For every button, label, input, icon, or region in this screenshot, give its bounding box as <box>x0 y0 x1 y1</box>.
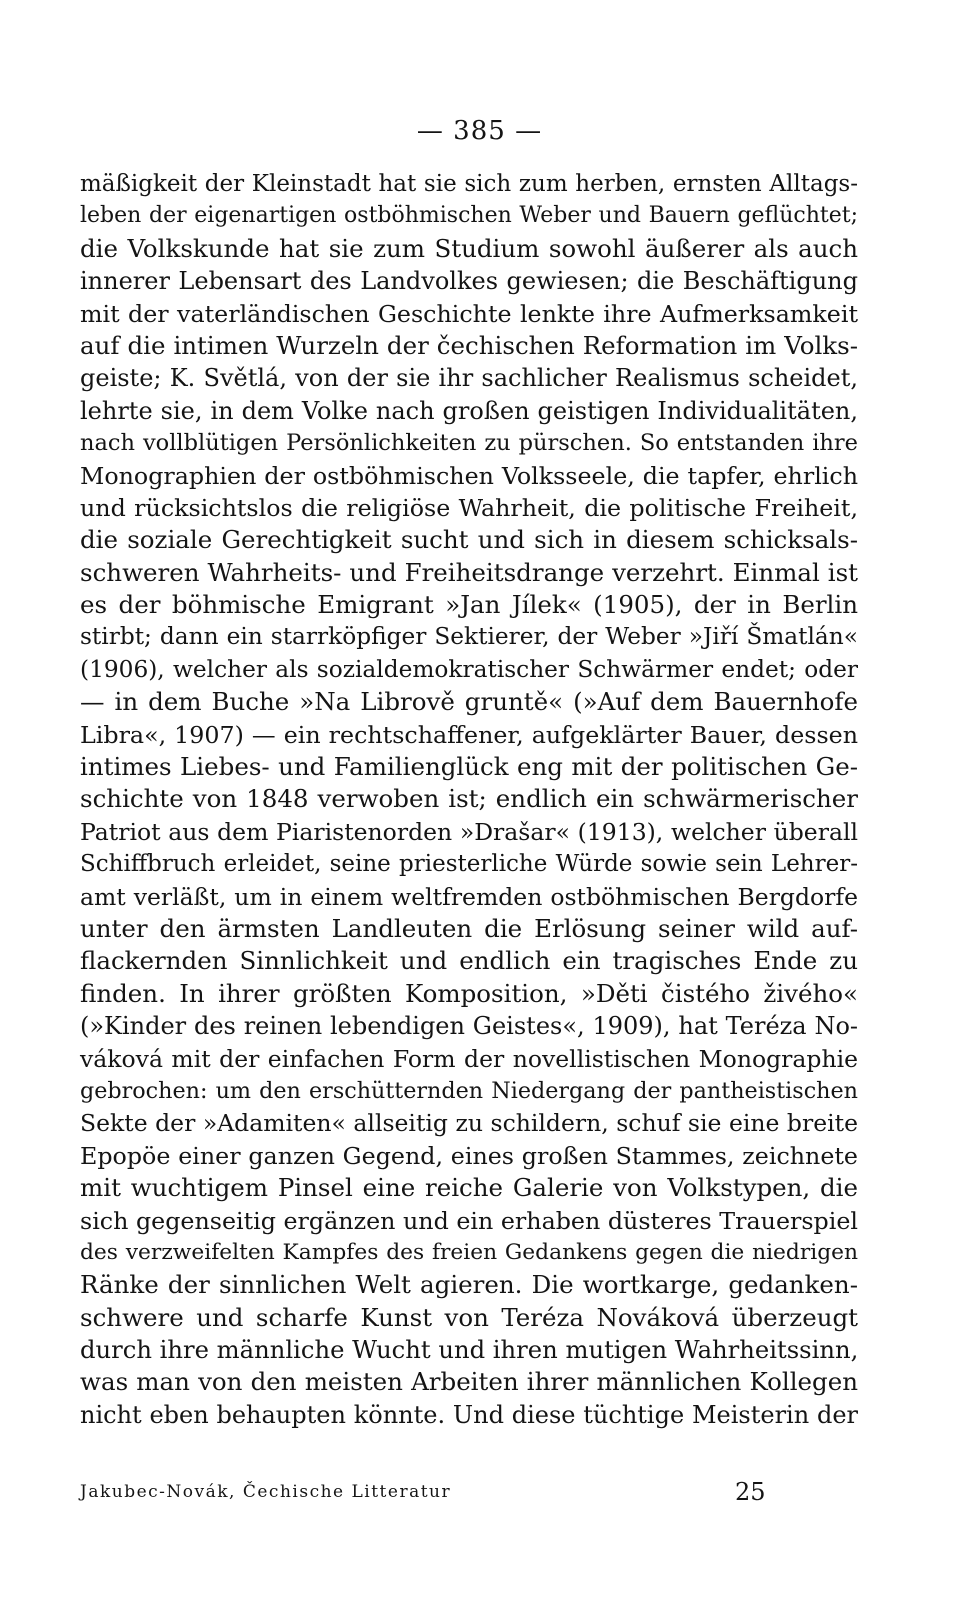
text-line: und rücksichtslos die religiöse Wahrheit, die politische Freiheit, <box>80 493 858 522</box>
text-line: schweren Wahrheits- und Freiheitsdrange verzehrt. Einmal ist <box>80 557 858 587</box>
footer-signature-mark: 25 <box>735 1478 766 1506</box>
text-line: Schiffbruch erleidet, seine priesterliche Würde sowie sein Lehrer- <box>80 851 858 878</box>
text-line: Monographien der ostböhmischen Volksseele, die tapfer, ehrlich <box>80 461 858 490</box>
text-line: váková mit der einfachen Form der novellistischen Monographie <box>80 1044 858 1073</box>
text-line: stirbt; dann ein starrköpfiger Sektierer, der Weber »Jiří Šmatlán« <box>80 623 858 651</box>
text-line: geiste; K. Světlá, von der sie ihr sachlicher Realismus scheidet, <box>80 364 858 393</box>
text-line: Libra«, 1907) — ein rechtschaffener, aufgeklärter Bauer, dessen <box>80 720 858 749</box>
text-line: — in dem Buche »Na Librově gruntě« (»Auf dem Bauernhofe <box>80 687 858 717</box>
page-footer <box>80 1478 780 1508</box>
text-line: sich gegenseitig ergänzen und ein erhaben düsteres Trauerspiel <box>80 1206 858 1235</box>
text-line: die soziale Gerechtigkeit sucht und sich in diesem schicksals- <box>80 525 858 555</box>
text-line: durch ihre männliche Wucht und ihren mutigen Wahrheitssinn, <box>80 1335 859 1365</box>
text-line: nicht eben behaupten könnte. Und diese tüchtige Meisterin der <box>80 1400 858 1429</box>
text-line: auf die intimen Wurzeln der čechischen Reformation im Volks- <box>80 330 858 360</box>
text-line: Ränke der sinnlichen Welt agieren. Die wortkarge, gedanken- <box>80 1270 858 1300</box>
body-text <box>80 168 858 1431</box>
text-line: nach vollblütigen Persönlichkeiten zu pürschen. So entstanden ihre <box>80 430 858 457</box>
text-line: flackernden Sinnlichkeit und endlich ein tragisches Ende zu <box>80 946 858 976</box>
text-line: Sekte der »Adamiten« allseitig zu schildern, schuf sie eine breite <box>80 1109 858 1138</box>
text-line: schwere und scharfe Kunst von Teréza Nováková überzeugt <box>80 1302 858 1332</box>
text-line: mäßigkeit der Kleinstadt hat sie sich zum herben, ernsten Alltags- <box>80 171 858 197</box>
text-line: was man von den meisten Arbeiten ihrer männlichen Kollegen <box>80 1367 858 1397</box>
text-line: mit der vaterländischen Geschichte lenkte ihre Aufmerksamkeit <box>80 299 858 328</box>
text-line: amt verläßt, um in einem weltfremden ostböhmischen Bergdorfe <box>80 882 858 911</box>
text-line: innerer Lebensart des Landvolkes gewiesen; die Beschäftigung <box>80 267 858 296</box>
footer-source: Jakubec-Novák, Čechische Litteratur <box>80 1482 452 1502</box>
text-line: intimes Liebes- und Familienglück eng mit der politischen Ge- <box>80 752 858 782</box>
text-line: die Volkskunde hat sie zum Studium sowohl äußerer als auch <box>80 233 858 263</box>
text-line: unter den ärmsten Landleuten die Erlösung seiner wild auf- <box>80 913 858 943</box>
text-line: finden. In ihrer größten Komposition, »Děti čistého živého« <box>80 978 858 1008</box>
text-line: es der böhmische Emigrant »Jan Jílek« (1905), der in Berlin <box>80 590 858 620</box>
text-line: schichte von 1848 verwoben ist; endlich ein schwärmerischer <box>80 784 858 814</box>
text-line: gebrochen: um den erschütternden Niedergang der pantheistischen <box>80 1077 858 1104</box>
text-line: (1906), welcher als sozialdemokratischer Schwärmer endet; oder <box>80 655 858 683</box>
text-line: (»Kinder des reinen lebendigen Geistes«, 1909), hat Teréza No- <box>80 1012 858 1041</box>
text-line: Patriot aus dem Piaristenorden »Drašar« (1913), welcher überall <box>80 817 858 846</box>
text-line: mit wuchtigem Pinsel eine reiche Galerie von Volkstypen, die <box>80 1173 858 1203</box>
text-line: lehrte sie, in dem Volke nach großen geistigen Individualitäten, <box>80 396 858 425</box>
text-line: Epopöe einer ganzen Gegend, eines großen Stammes, zeichnete <box>80 1141 858 1170</box>
text-line: des verzweifelten Kampfes des freien Gedankens gegen die niedrigen <box>80 1239 858 1265</box>
page-number: — 385 — <box>416 116 543 146</box>
text-line: leben der eigenartigen ostböhmischen Weber und Bauern geflüchtet; <box>80 203 858 229</box>
